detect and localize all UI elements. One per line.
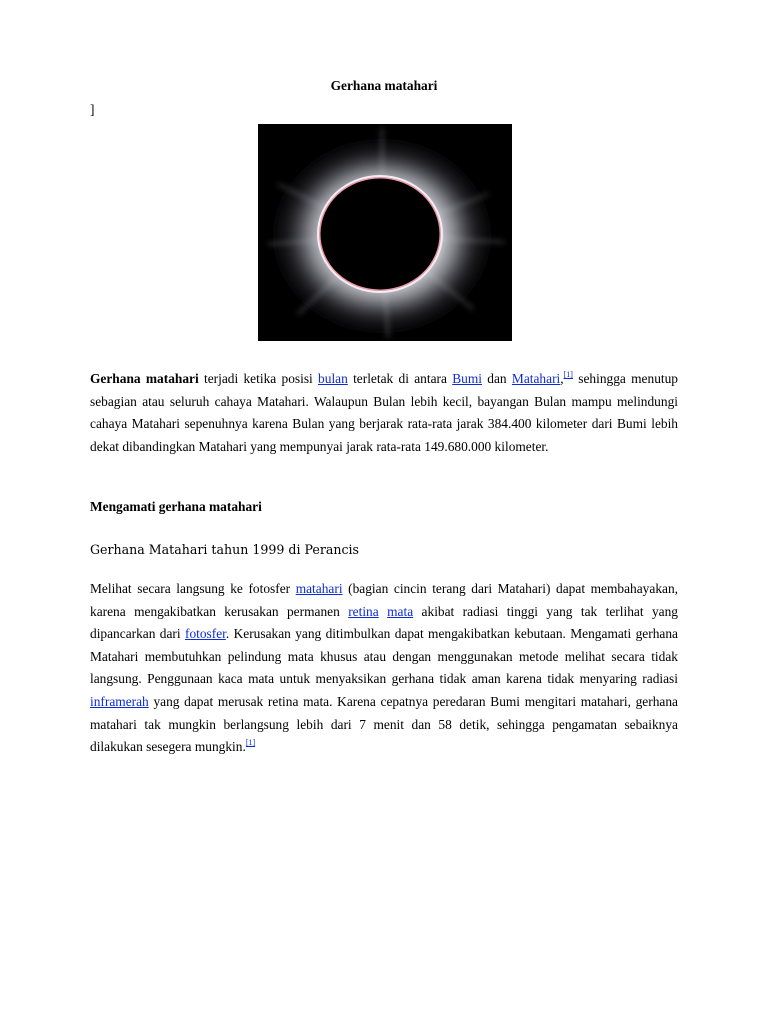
term-gerhana-matahari: Gerhana matahari <box>90 371 199 386</box>
section-heading: Mengamati gerhana matahari <box>90 499 262 514</box>
link-matahari-lower[interactable]: matahari <box>295 581 343 596</box>
link-inframerah[interactable]: inframerah <box>90 693 149 709</box>
page-title: Gerhana matahari <box>330 78 438 93</box>
link-retina[interactable]: retina <box>348 603 379 619</box>
link-bulan[interactable]: bulan <box>318 371 348 386</box>
intro-paragraph: Gerhana matahari terjadi ketika posisi bulan terletak di antara Bumi dan Matahari,[1] sehingga menutup sebagian atau seluruh cahaya Matahari. Walaupun Bulan lebih kecil, bayangan Bulan mampu melindungi cahaya Matahari sepenuhnya karena Bulan yang berjarak rata-rata jarak 384.400 kilometer dari Bumi lebih dekat dibandingkan Matahari yang mempunyai jarak rata-rata 149.680.000 kilometer. <box>90 370 678 454</box>
link-bumi[interactable]: Bumi <box>452 371 482 386</box>
eclipse-image <box>258 124 512 341</box>
image-caption: Gerhana Matahari tahun 1999 di Perancis <box>90 542 360 557</box>
observation-paragraph: Melihat secara langsung ke fotosfer matahari (bagian cincin terang dari Matahari) dapat membahayakan, karena mengakibatkan kerusakan permanen retina mata akibat radiasi tinggi yang tak terlihat yang dipancarkan dari fotosfer. Kerusakan yang ditimbulkan dapat mengakibatkan kebutaan. Mengamati gerhana Matahari membutuhkan pelindung mata khusus atau dengan menggunakan metode melihat secara tidak langsung. Penggunaan kaca mata untuk menyaksikan gerhana tidak aman karena tidak menyaring radiasi inframerah yang dapat merusak retina mata. Karena cepatnya peredaran Bumi mengitari matahari, gerhana matahari tak mungkin berlangsung lebih dari 7 menit dan 58 detik, sehingga pengamatan sebaiknya dilakukan sesegera mungkin.[1] <box>90 581 679 755</box>
eclipse-photo <box>258 124 512 341</box>
citation-link-1[interactable]: [1] <box>563 370 573 379</box>
stray-bracket: ] <box>90 102 95 117</box>
link-matahari[interactable]: Matahari <box>511 371 561 386</box>
citation-link-2[interactable]: [1] <box>245 738 256 748</box>
link-fotosfer[interactable]: fotosfer <box>184 626 226 642</box>
link-mata[interactable]: mata <box>387 603 414 619</box>
